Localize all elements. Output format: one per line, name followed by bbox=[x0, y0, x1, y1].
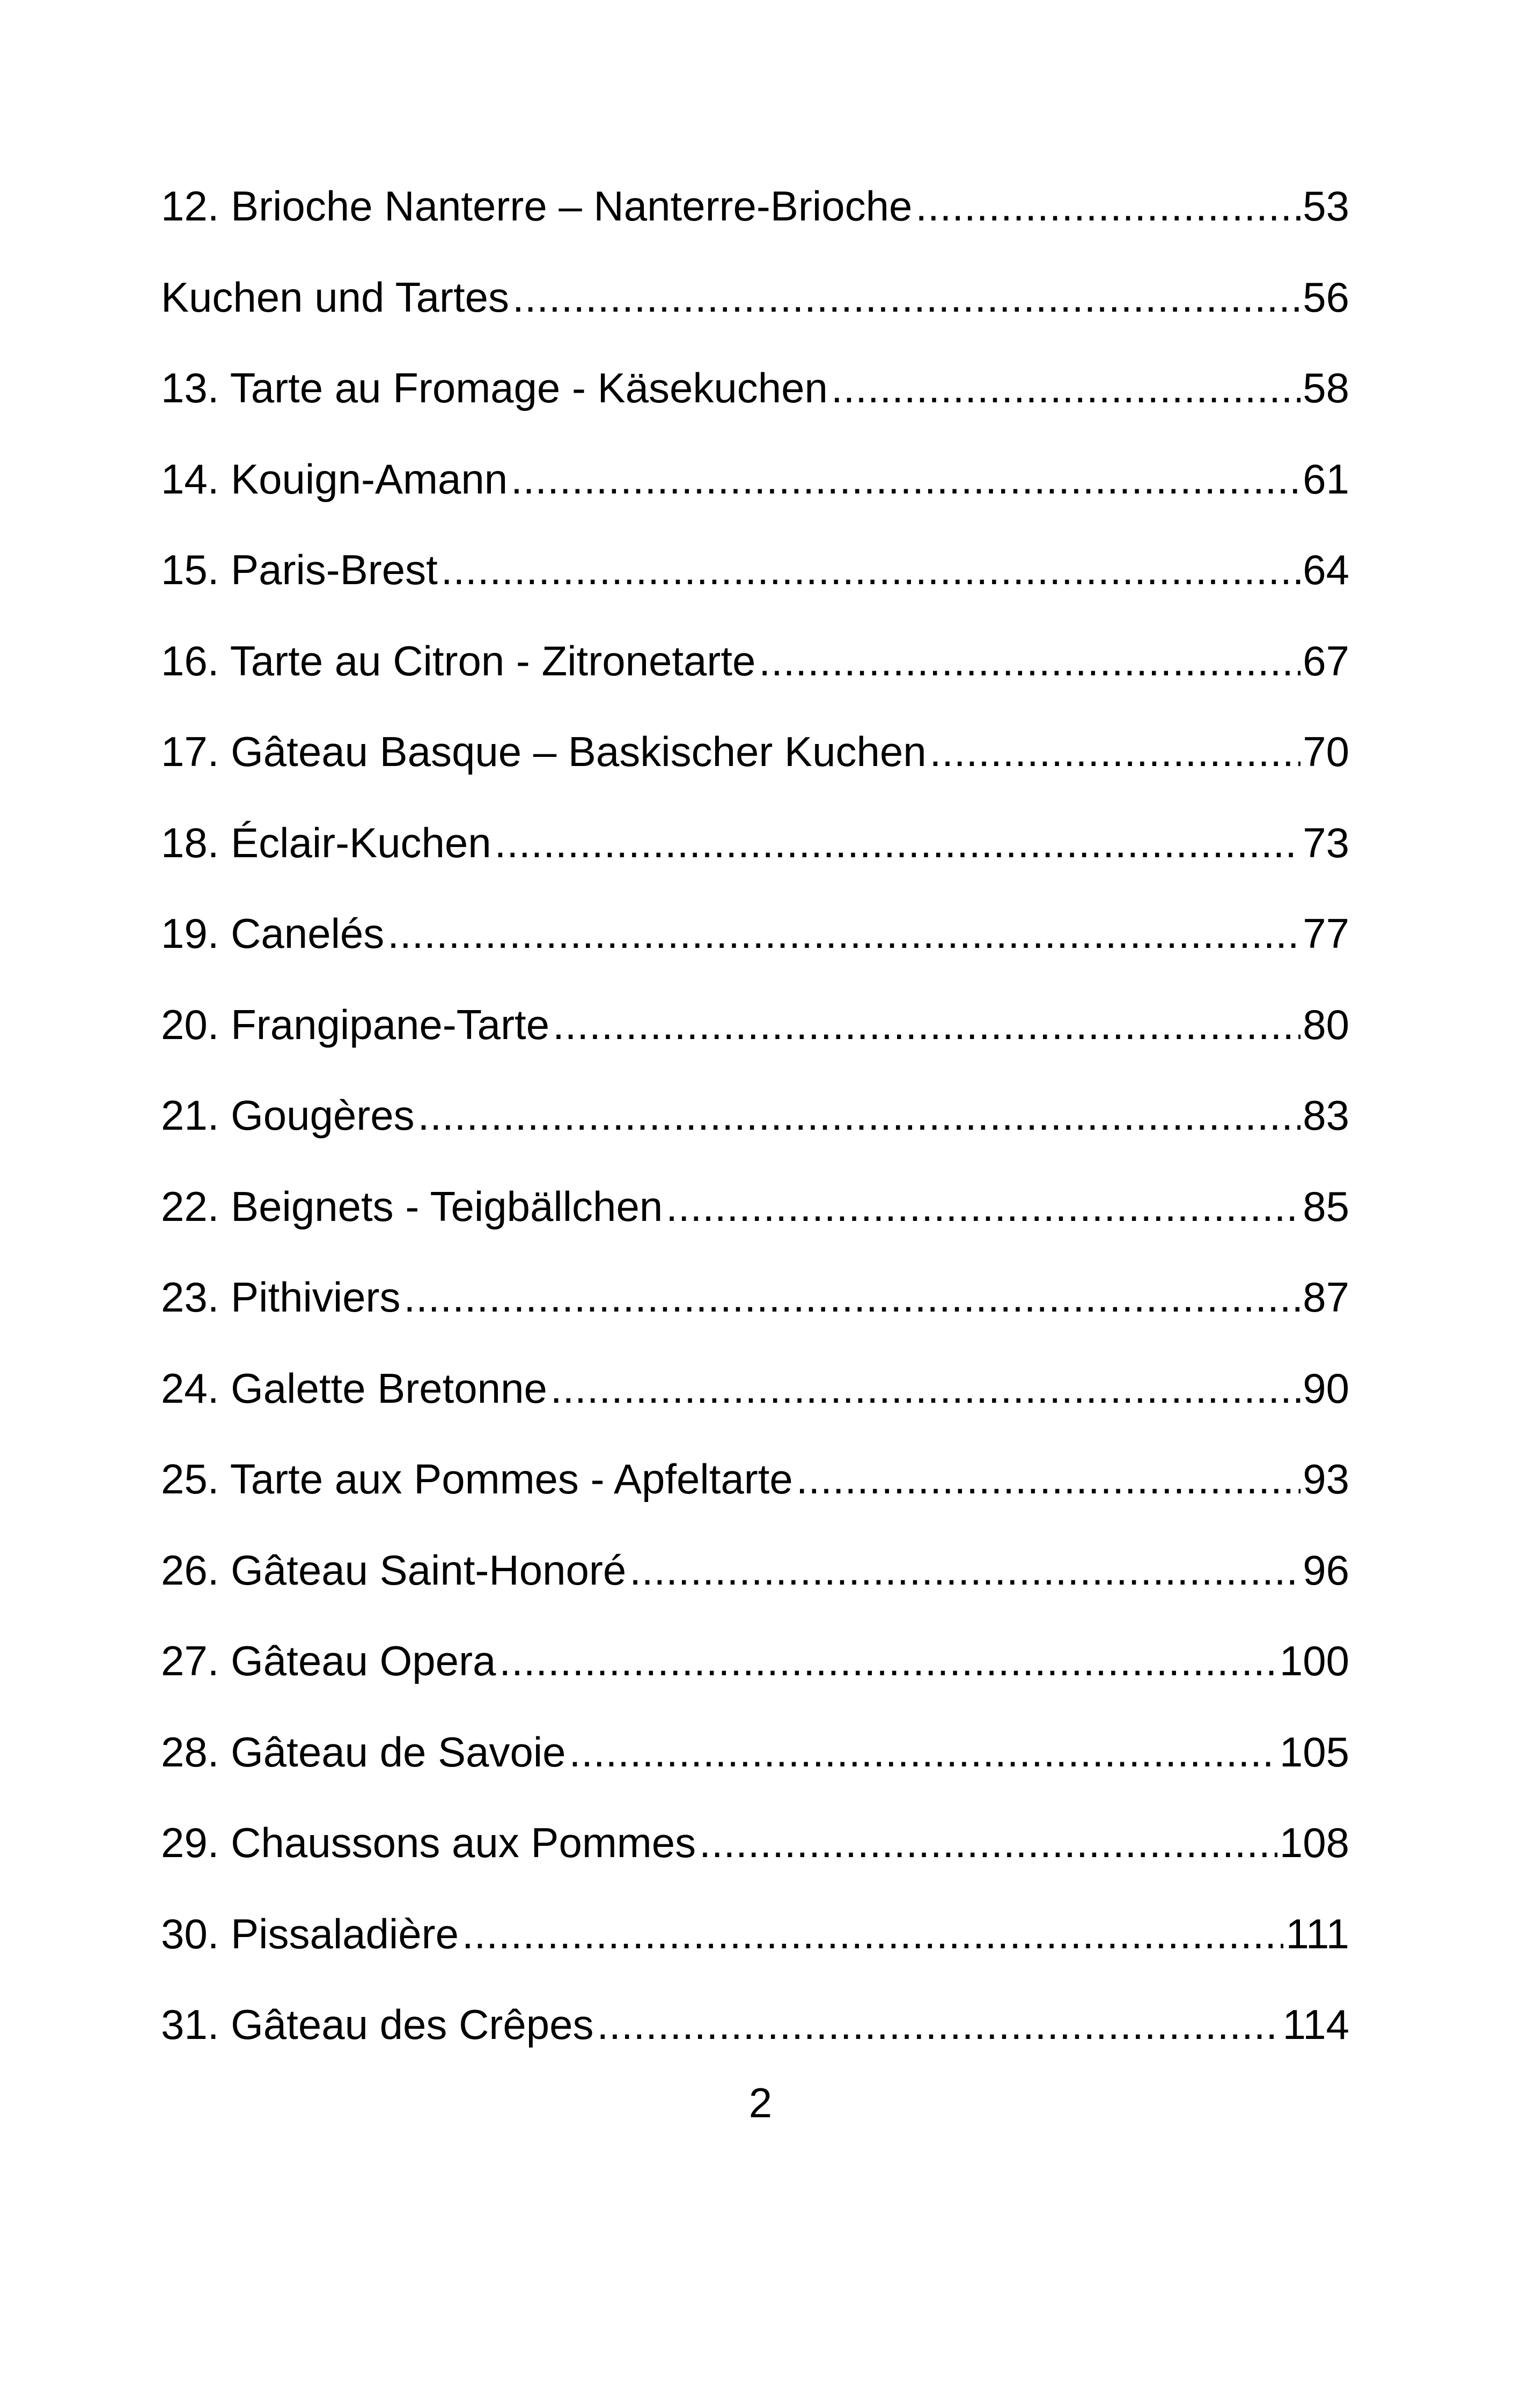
toc-entry-title: 31. Gâteau des Crêpes bbox=[161, 2001, 594, 2048]
toc-entry-page: 73 bbox=[1303, 819, 1349, 866]
toc-entry-page: 87 bbox=[1303, 1273, 1349, 1321]
toc-entry-page: 67 bbox=[1303, 637, 1349, 684]
toc-dot-leader bbox=[629, 1525, 1300, 1616]
toc-entry bbox=[161, 1525, 1349, 1616]
toc-entry-page: 70 bbox=[1303, 728, 1349, 775]
toc-entry-title: 27. Gâteau Opera bbox=[161, 1637, 496, 1684]
toc-entry-title: 21. Gougères bbox=[161, 1092, 415, 1139]
toc-dot-leader bbox=[759, 616, 1300, 707]
toc-entry-page: 111 bbox=[1285, 1910, 1349, 1957]
toc-entry-page: 56 bbox=[1303, 273, 1349, 321]
toc-entry-page: 80 bbox=[1303, 1000, 1349, 1048]
toc-entry-title: 28. Gâteau de Savoie bbox=[161, 1728, 566, 1776]
toc-entry-title: 14. Kouign-Amann bbox=[161, 455, 508, 503]
toc-entry-title: 24. Galette Bretonne bbox=[161, 1364, 547, 1412]
toc-dot-leader bbox=[441, 525, 1300, 616]
toc-entry bbox=[161, 1070, 1349, 1161]
toc-entry-title: 15. Paris-Brest bbox=[161, 546, 438, 593]
toc-entry-title: 29. Chaussons aux Pommes bbox=[161, 1819, 696, 1866]
toc-entry-title: 12. Brioche Nanterre – Nanterre-Brioche bbox=[161, 182, 913, 230]
toc-entry bbox=[161, 706, 1349, 798]
toc-entry bbox=[161, 1252, 1349, 1343]
toc-dot-leader bbox=[387, 888, 1300, 980]
toc-dot-leader bbox=[418, 1070, 1301, 1161]
toc-entry bbox=[161, 1434, 1349, 1525]
toc-dot-leader bbox=[462, 1889, 1283, 1980]
toc-entry-page: 105 bbox=[1279, 1728, 1349, 1776]
toc-dot-leader bbox=[404, 1252, 1301, 1343]
toc-dot-leader bbox=[495, 798, 1301, 889]
toc-entry bbox=[161, 434, 1349, 525]
toc-entry bbox=[161, 1616, 1349, 1707]
toc-entry bbox=[161, 1161, 1349, 1253]
toc-entry-page: 108 bbox=[1279, 1819, 1349, 1866]
toc-entry-title: 30. Pissaladière bbox=[161, 1910, 459, 1957]
toc-entry-page: 53 bbox=[1303, 182, 1349, 230]
toc-entry-title: 16. Tarte au Citron - Zitronetarte bbox=[161, 637, 756, 684]
toc-entry-title: 22. Beignets - Teigbällchen bbox=[161, 1182, 663, 1230]
toc-dot-leader bbox=[550, 1343, 1300, 1434]
toc-dot-leader bbox=[511, 434, 1300, 525]
toc-entry bbox=[161, 252, 1349, 343]
toc-dot-leader bbox=[666, 1161, 1300, 1253]
toc-entry-title: 20. Frangipane-Tarte bbox=[161, 1000, 550, 1048]
toc-dot-leader bbox=[499, 1616, 1277, 1707]
toc-entry bbox=[161, 1343, 1349, 1434]
toc-entry-page: 90 bbox=[1303, 1364, 1349, 1412]
toc-entry-page: 58 bbox=[1303, 364, 1349, 411]
toc-entry-title: 13. Tarte au Fromage - Käsekuchen bbox=[161, 364, 828, 411]
toc-entry bbox=[161, 525, 1349, 616]
toc-entry-title: 17. Gâteau Basque – Baskischer Kuchen bbox=[161, 728, 927, 775]
toc-entry bbox=[161, 1707, 1349, 1798]
toc-entry-title: 25. Tarte aux Pommes - Apfeltarte bbox=[161, 1455, 793, 1503]
table-of-contents bbox=[161, 161, 1349, 2071]
toc-dot-leader bbox=[831, 343, 1300, 434]
toc-dot-leader bbox=[597, 1979, 1281, 2071]
toc-entry-page: 77 bbox=[1303, 910, 1349, 957]
toc-entry bbox=[161, 1979, 1349, 2071]
toc-entry bbox=[161, 980, 1349, 1071]
toc-entry-title: Kuchen und Tartes bbox=[161, 273, 510, 321]
toc-entry-title: 26. Gâteau Saint-Honoré bbox=[161, 1546, 627, 1594]
toc-entry-title: 23. Pithiviers bbox=[161, 1273, 401, 1321]
toc-entry bbox=[161, 888, 1349, 980]
toc-entry bbox=[161, 161, 1349, 252]
toc-dot-leader bbox=[569, 1707, 1277, 1798]
toc-dot-leader bbox=[930, 706, 1301, 798]
toc-entry-page: 93 bbox=[1303, 1455, 1349, 1503]
toc-entry bbox=[161, 1798, 1349, 1889]
page-number: 2 bbox=[748, 2079, 773, 2126]
toc-dot-leader bbox=[699, 1798, 1277, 1889]
toc-entry-page: 100 bbox=[1279, 1637, 1349, 1684]
toc-entry-page: 61 bbox=[1303, 455, 1349, 503]
toc-entry bbox=[161, 1889, 1349, 1980]
toc-entry-page: 96 bbox=[1303, 1546, 1349, 1594]
toc-entry-page: 83 bbox=[1303, 1092, 1349, 1139]
toc-entry-title: 18. Éclair-Kuchen bbox=[161, 819, 491, 866]
toc-dot-leader bbox=[796, 1434, 1300, 1525]
toc-entry-page: 114 bbox=[1282, 2001, 1349, 2048]
toc-entry bbox=[161, 616, 1349, 707]
toc-entry-page: 64 bbox=[1303, 546, 1349, 593]
toc-dot-leader bbox=[512, 252, 1300, 343]
toc-entry-page: 85 bbox=[1303, 1182, 1349, 1230]
toc-dot-leader bbox=[915, 161, 1300, 252]
toc-entry-title: 19. Canelés bbox=[161, 910, 385, 957]
toc-entry bbox=[161, 343, 1349, 434]
toc-entry bbox=[161, 798, 1349, 889]
toc-dot-leader bbox=[553, 980, 1300, 1071]
